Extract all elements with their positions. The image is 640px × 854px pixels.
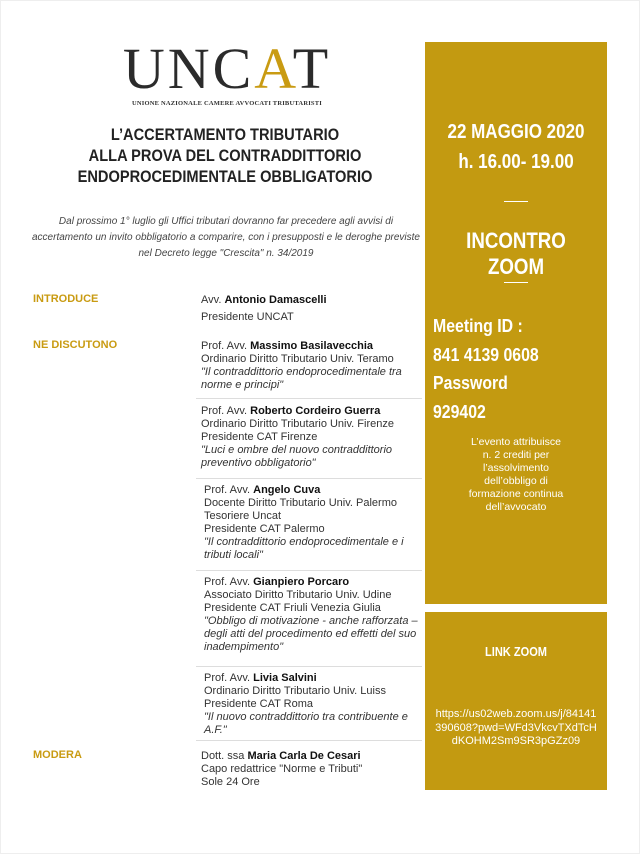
divider bbox=[196, 570, 422, 571]
zoom-link-panel bbox=[425, 612, 607, 790]
zoom-link[interactable]: https://us02web.zoom.us/j/84141390608?pwd=WFd3VkcvTXdTcHdKOHM2Sm9SR3pGZz09 bbox=[435, 708, 597, 747]
divider bbox=[504, 201, 528, 202]
meeting-credentials: Meeting ID : 841 4139 0608 Password 929402 bbox=[433, 312, 539, 426]
logo-wordmark: UNCAT bbox=[122, 36, 332, 101]
divider bbox=[196, 478, 422, 479]
speaker-3: Prof. Avv. Angelo Cuva Docente Diritto Tributario Univ. Palermo Tesoriere Uncat Presidente CAT Palermo "Il contraddittorio endoprocedimentale e i tributi locali" bbox=[204, 484, 404, 561]
label-introduce: INTRODUCE bbox=[33, 293, 99, 305]
event-title: L’ACCERTAMENTO TRIBUTARIO ALLA PROVA DEL CONTRADDITTORIO ENDOPROCEDIMENTALE OBBLIGATORIO bbox=[77, 125, 373, 186]
uncat-logo bbox=[108, 36, 346, 107]
speaker-1: Prof. Avv. Massimo Basilavecchia Ordinario Diritto Tributario Univ. Teramo "Il contraddittorio endoprocedimentale tra norme e principi" bbox=[201, 340, 402, 391]
moderator: Dott. ssa Maria Carla De Cesari Capo redattrice "Norme e Tributi" Sole 24 Ore bbox=[201, 750, 363, 788]
divider bbox=[196, 398, 422, 399]
introducer: Avv. Antonio Damascelli Presidente UNCAT bbox=[201, 294, 327, 323]
link-zoom-heading: LINK ZOOM bbox=[485, 644, 547, 659]
speaker-2: Prof. Avv. Roberto Cordeiro Guerra Ordinario Diritto Tributario Univ. Firenze Presidente CAT Firenze "Luci e ombre del nuovo contraddittorio preventivo obbligatorio" bbox=[201, 405, 394, 469]
event-intro: Dal prossimo 1° luglio gli Uffici tributari dovranno far precedere agli avvisi di accertamento un invito obbligatorio a comparire, con i presupposti e le deroghe previste nel Decreto legge "Crescita" n. 34/2019 bbox=[32, 216, 420, 259]
divider bbox=[196, 666, 422, 667]
event-datetime: 22 MAGGIO 2020 h. 16.00- 19.00 bbox=[447, 121, 585, 173]
meeting-password: 929402 bbox=[433, 401, 486, 422]
divider bbox=[196, 740, 422, 741]
credits-note: L’evento attribuisce n. 2 crediti per l’assolvimento dell’obbligo di formazione continua dell’avvocato bbox=[468, 436, 564, 513]
speaker-5: Prof. Avv. Livia Salvini Ordinario Diritto Tributario Univ. Luiss Presidente CAT Roma "Il nuovo contraddittorio tra contribuente e A.F." bbox=[204, 672, 408, 736]
divider bbox=[504, 282, 528, 283]
speaker-4: Prof. Avv. Gianpiero Porcaro Associato Diritto Tributario Univ. Udine Presidente CAT Friuli Venezia Giulia "Obbligo di motivazione - anche rafforzata – degli atti del procedimento ed effetti del suo inadempimento" bbox=[204, 576, 418, 653]
meeting-id: 841 4139 0608 bbox=[433, 344, 539, 365]
logo-subtitle: UNIONE NAZIONALE CAMERE AVVOCATI TRIBUTARISTI bbox=[131, 100, 323, 107]
label-ne-discutono: NE DISCUTONO bbox=[33, 339, 118, 351]
label-modera: MODERA bbox=[33, 749, 82, 761]
event-info-panel bbox=[425, 42, 607, 604]
zoom-heading: INCONTRO ZOOM bbox=[466, 228, 566, 279]
